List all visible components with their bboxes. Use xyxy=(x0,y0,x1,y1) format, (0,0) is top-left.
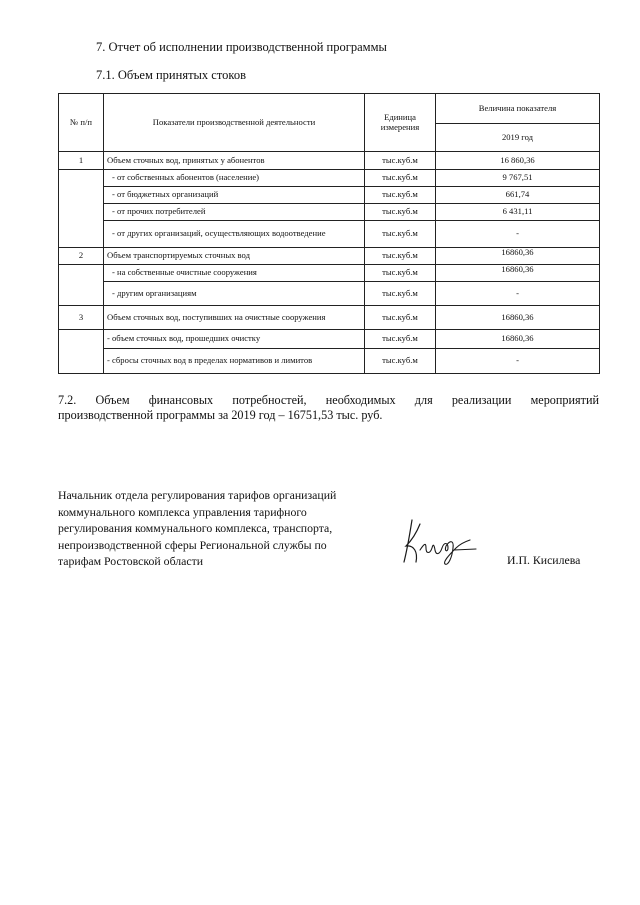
table-row xyxy=(59,152,600,170)
row-num-merged xyxy=(59,330,104,374)
row-value: 16 860,36 xyxy=(436,152,600,170)
wastewater-volume-table xyxy=(58,93,600,374)
section-7-1-heading: 7.1. Объем принятых стоков xyxy=(96,68,246,82)
header-indicator: Показатели производственной деятельности xyxy=(104,94,365,152)
table-row xyxy=(59,306,600,330)
position-line: Начальник отдела регулирования тарифов организаций xyxy=(58,488,337,502)
row-indicator: - от бюджетных организаций xyxy=(104,187,365,204)
row-value: 9 767,51 xyxy=(436,170,600,187)
row-indicator: - от прочих потребителей xyxy=(104,204,365,221)
table-row xyxy=(59,170,600,187)
row-unit: тыс.куб.м xyxy=(365,265,436,282)
position-line: регулирования коммунального комплекса, транспорта, xyxy=(58,521,333,536)
position-line: тарифам Ростовской области xyxy=(58,554,204,569)
table-row xyxy=(59,187,600,204)
row-value: 16860,36 xyxy=(436,330,600,349)
row-unit: тыс.куб.м xyxy=(365,221,436,248)
row-indicator: - на собственные очистные сооружения xyxy=(104,265,365,282)
row-indicator: - сбросы сточных вод в пределах нормативов и лимитов xyxy=(104,349,365,374)
table-row xyxy=(59,248,600,265)
row-unit: тыс.куб.м xyxy=(365,306,436,330)
row-value: - xyxy=(436,349,600,374)
row-num: 2 xyxy=(59,248,104,265)
section-7-heading: 7. Отчет об исполнении производственной программы xyxy=(96,40,387,54)
table-header-row xyxy=(59,94,600,124)
row-num: 1 xyxy=(59,152,104,170)
position-line: непроизводственной сферы Региональной службы по xyxy=(58,537,327,552)
signatory-position xyxy=(58,487,388,570)
row-value: 16860,36 xyxy=(436,248,600,265)
table-row xyxy=(59,265,600,282)
signatory-name: И.П. Кисилева xyxy=(507,553,581,567)
row-value: 661,74 xyxy=(436,187,600,204)
row-value: 16860,36 xyxy=(436,306,600,330)
paragraph-line-2: производственной программы за 2019 год – 16751,53 тыс. руб. xyxy=(58,408,383,422)
header-num: № п/п xyxy=(59,94,104,152)
row-value: - xyxy=(436,221,600,248)
row-indicator: - объем сточных вод, прошедших очистку xyxy=(104,330,365,349)
row-num-merged xyxy=(59,265,104,306)
row-unit: тыс.куб.м xyxy=(365,248,436,265)
header-value-group: Величина показателя xyxy=(436,94,600,124)
section-7-2-paragraph xyxy=(58,393,599,423)
row-indicator: - другим организациям xyxy=(104,282,365,306)
row-unit: тыс.куб.м xyxy=(365,204,436,221)
header-unit: Единица измерения xyxy=(365,94,436,152)
row-value: 6 431,11 xyxy=(436,204,600,221)
position-line: коммунального комплекса управления тарифного xyxy=(58,504,307,519)
row-unit: тыс.куб.м xyxy=(365,170,436,187)
table-row xyxy=(59,204,600,221)
row-value: - xyxy=(436,282,600,306)
row-indicator: Объем транспортируемых сточных вод xyxy=(104,248,365,265)
table-row xyxy=(59,349,600,374)
row-indicator: - от других организаций, осуществляющих водоотведение xyxy=(104,221,365,248)
row-indicator: Объем сточных вод, поступивших на очистные сооружения xyxy=(104,306,365,330)
header-year: 2019 год xyxy=(436,124,600,152)
row-value: 16860,36 xyxy=(436,265,600,282)
row-num-merged xyxy=(59,170,104,248)
table-row xyxy=(59,282,600,306)
paragraph-line-1: 7.2. Объем финансовых потребностей, необходимых для реализации мероприятий xyxy=(58,393,599,407)
row-unit: тыс.куб.м xyxy=(365,349,436,374)
row-indicator: - от собственных абонентов (население) xyxy=(104,170,365,187)
table-row xyxy=(59,221,600,248)
row-num: 3 xyxy=(59,306,104,330)
row-indicator: Объем сточных вод, принятых у абонентов xyxy=(104,152,365,170)
row-unit: тыс.куб.м xyxy=(365,330,436,349)
row-unit: тыс.куб.м xyxy=(365,282,436,306)
table-row xyxy=(59,330,600,349)
row-unit: тыс.куб.м xyxy=(365,152,436,170)
handwritten-signature xyxy=(398,512,480,570)
row-unit: тыс.куб.м xyxy=(365,187,436,204)
